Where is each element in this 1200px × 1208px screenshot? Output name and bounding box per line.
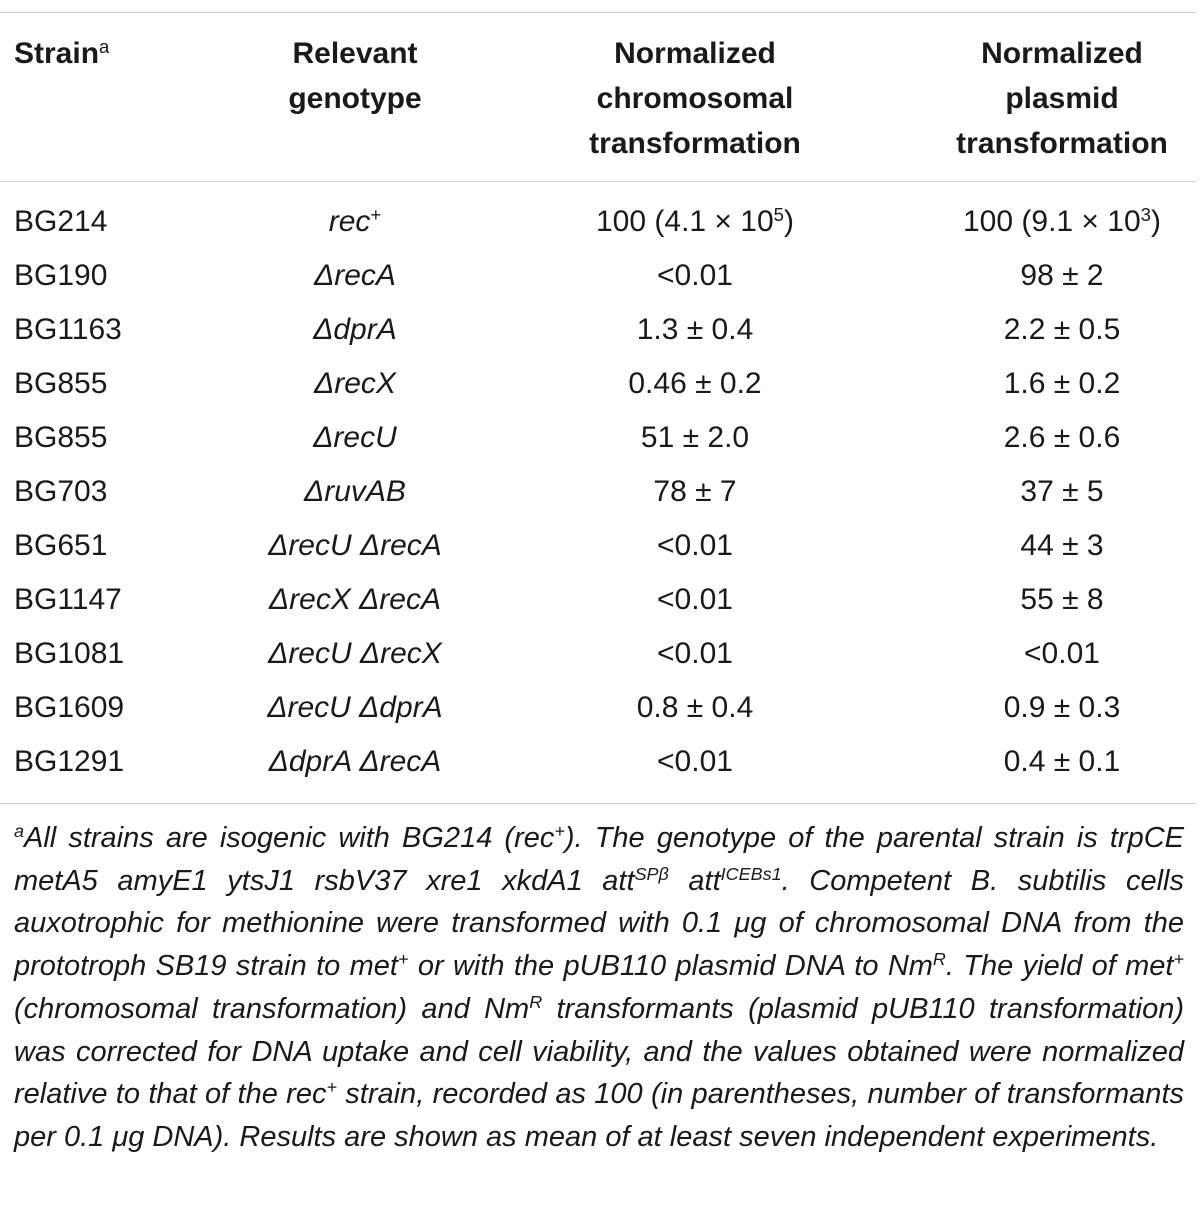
footnote-text: att — [668, 864, 721, 897]
table-row — [0, 411, 1196, 465]
bottom-rule — [0, 803, 1196, 804]
strain-cell: BG1163 — [14, 313, 122, 346]
footnote-text: transformants (plasmid pUB110 transformation) was corrected for DNA uptake and cell viability, and the values obtained were normalized relative to that of the rec — [14, 992, 1184, 1111]
plasmid-cell: 98 ± 2 — [1020, 259, 1104, 292]
header-plasmid — [912, 31, 1200, 166]
strain-cell: BG190 — [14, 259, 108, 292]
strain-cell: BG1291 — [14, 745, 125, 778]
chromosomal-cell — [545, 195, 845, 249]
genotype-cell: ΔrecU — [313, 421, 397, 454]
footnote-text: . Competent B. subtilis cells auxotrophic for methionine were transformed with 0.1 μg of chromosomal DNA from the prototroph SB19 strain to met — [14, 864, 1184, 983]
chromosomal-value: 100 (4.1 × 10 — [596, 205, 774, 238]
genotype-name: rec — [328, 205, 371, 238]
header-genotype-line1: Relevant — [292, 37, 418, 70]
footnote-text: or with the pUB110 plasmid DNA to Nm — [408, 950, 933, 983]
header-strain — [14, 31, 109, 76]
chromosomal-close: ) — [784, 205, 794, 238]
plasmid-cell — [912, 195, 1200, 249]
chromosomal-cell: <0.01 — [657, 637, 733, 670]
footnote-text: All strains are isogenic with BG214 (rec — [24, 822, 555, 854]
footnote-sup: R — [932, 949, 946, 970]
strain-cell: BG1081 — [14, 637, 125, 670]
chromosomal-cell: <0.01 — [657, 745, 733, 778]
chromosomal-cell: <0.01 — [657, 259, 733, 292]
plasmid-cell: 55 ± 8 — [1020, 583, 1104, 616]
strain-cell: BG855 — [14, 421, 108, 454]
genotype-cell: ΔrecX — [314, 367, 396, 400]
footnote-text: (chromosomal transformation) and Nm — [14, 992, 530, 1025]
plasmid-cell: 0.4 ± 0.1 — [1003, 745, 1121, 778]
footnote-text: strain, recorded as 100 (in parentheses, number of transformants per 0.1 μg DNA). Results are shown as mean of at least seven independent experiments. — [14, 1078, 1184, 1153]
chromosomal-cell: 0.8 ± 0.4 — [636, 691, 754, 724]
table-row — [0, 627, 1196, 681]
chromosomal-cell: <0.01 — [657, 583, 733, 616]
plasmid-cell: 44 ± 3 — [1020, 529, 1104, 562]
header-rule — [0, 181, 1196, 182]
table-row — [0, 681, 1196, 735]
chromosomal-cell: 78 ± 7 — [653, 475, 737, 508]
chromosomal-cell: 0.46 ± 0.2 — [628, 367, 762, 400]
chromosomal-cell: <0.01 — [657, 529, 733, 562]
footnote-sup: ICEBs1 — [720, 863, 782, 884]
header-chromosomal-line3: transformation — [589, 127, 801, 160]
footnote-text: ). The genotype of the parental strain is trpCE metA5 amyE1 ytsJ1 rsbV37 xre1 xkdA1 att — [14, 822, 1184, 897]
header-plasmid-line3: transformation — [956, 127, 1168, 160]
header-chromosomal-line1: Normalized — [614, 37, 776, 70]
genotype-cell: ΔrecX ΔrecA — [269, 583, 441, 616]
footnote-sup: + — [1173, 949, 1184, 970]
footnote-sup: + — [554, 821, 565, 842]
footnote-sup: + — [397, 949, 409, 970]
footnote-text: . The yield of met — [945, 950, 1174, 983]
genotype-cell: ΔrecU ΔdprA — [267, 691, 443, 724]
plasmid-cell: 37 ± 5 — [1020, 475, 1104, 508]
chromosomal-cell: 1.3 ± 0.4 — [636, 313, 754, 346]
header-chromosomal — [545, 31, 845, 166]
table-row — [0, 735, 1196, 789]
plasmid-cell: 2.2 ± 0.5 — [1003, 313, 1121, 346]
strain-cell: BG703 — [14, 475, 108, 508]
strain-cell: BG1147 — [14, 583, 122, 616]
plasmid-cell: 0.9 ± 0.3 — [1003, 691, 1121, 724]
table-footnote — [14, 817, 1184, 1159]
footnote-sup: + — [326, 1077, 337, 1098]
header-strain-label: Strain — [14, 37, 100, 70]
strain-cell: BG651 — [14, 529, 108, 562]
header-genotype — [205, 31, 505, 121]
genotype-cell — [205, 195, 505, 249]
genotype-cell: ΔdprA ΔrecA — [268, 745, 442, 778]
header-genotype-line2: genotype — [288, 82, 422, 115]
footnote-marker: a — [14, 821, 24, 842]
table-row — [0, 195, 1196, 249]
strain-cell: BG855 — [14, 367, 108, 400]
table-row — [0, 357, 1196, 411]
genotype-cell: ΔrecU ΔrecA — [268, 529, 442, 562]
header-plasmid-line2: plasmid — [1005, 82, 1119, 115]
header-chromosomal-line2: chromosomal — [596, 82, 794, 115]
header-plasmid-line1: Normalized — [981, 37, 1143, 70]
genotype-cell: ΔrecA — [314, 259, 396, 292]
chromosomal-exponent: 5 — [773, 203, 784, 225]
genotype-cell: ΔrecU ΔrecX — [268, 637, 442, 670]
strain-cell: BG214 — [14, 205, 108, 238]
plasmid-cell: 2.6 ± 0.6 — [1003, 421, 1121, 454]
table-row — [0, 519, 1196, 573]
table-row — [0, 573, 1196, 627]
strain-cell: BG1609 — [14, 691, 125, 724]
table-row — [0, 465, 1196, 519]
footnote-sup: R — [529, 991, 543, 1012]
table-row — [0, 249, 1196, 303]
chromosomal-cell: 51 ± 2.0 — [640, 421, 750, 454]
plasmid-exponent: 3 — [1140, 203, 1151, 225]
header-strain-footnote-marker: a — [99, 35, 110, 57]
plasmid-close: ) — [1151, 205, 1161, 238]
genotype-sup: + — [370, 203, 382, 225]
genotype-cell: ΔruvAB — [304, 475, 406, 508]
top-rule — [0, 12, 1196, 13]
footnote-sup: SPβ — [634, 863, 669, 884]
genotype-cell: ΔdprA — [313, 313, 397, 346]
table-row — [0, 303, 1196, 357]
plasmid-value: 100 (9.1 × 10 — [963, 205, 1141, 238]
plasmid-cell: 1.6 ± 0.2 — [1003, 367, 1121, 400]
plasmid-cell: <0.01 — [1024, 637, 1100, 670]
